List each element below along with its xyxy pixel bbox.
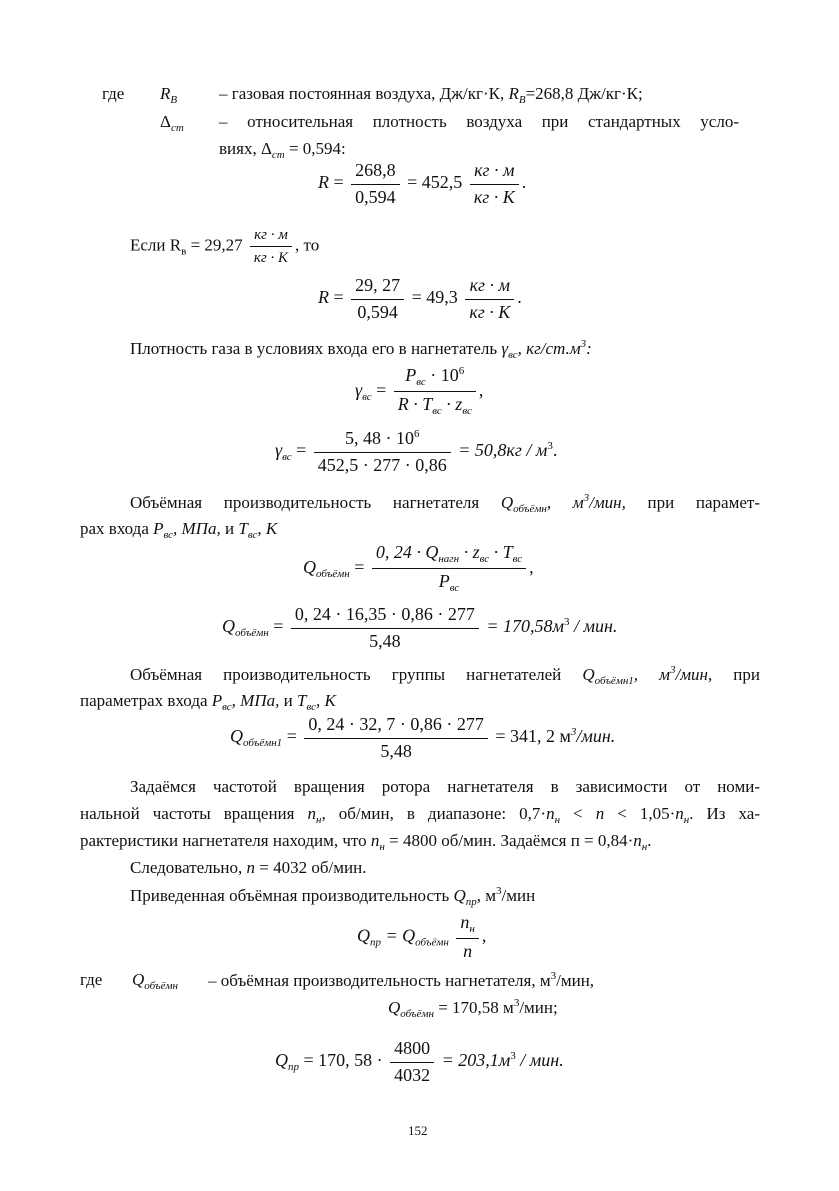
formula-r-2: R = $\frac{29, 27}{0,594}$ = 49,3 $\frac{кг \cdot м}{кг \cdot K}$ . [318, 275, 522, 322]
speed-text-line1: Задаёмся частотой вращения ротора нагнетателя в зависимости от номи- [130, 777, 760, 796]
formula-q-general: $Q_{объёмн}$ = $\frac{0, 24 \cdot Q_{нагн} \cdot z_{вс} \cdot T_{вс}}{P_{вс}}$ , [303, 542, 534, 595]
density-intro: Плотность газа в условиях входа его в нагнетатель $\gamma_{вс}$, $кг/ст.м^3$: [130, 338, 592, 361]
delta-description-line2: виях, $\Delta_{ст} = 0,594$: [219, 139, 346, 161]
group-volume-intro-line2: параметрах входа $P_{вс}$, МПа, и $T_{вс}$, К [80, 691, 336, 713]
where-label-1: где [102, 84, 125, 103]
volume-intro-line1: Объёмная производительность нагнетателя $Q_{объёмн}$, $м^3$/мин, при парамет- [130, 492, 760, 515]
page-number: 152 [408, 1123, 428, 1138]
formula-q-group-value: $Q_{объёмн1}$ = $\frac{0, 24 \cdot 32, 7 \cdot 0,86 \cdot 277}{5,48}$ = 341, 2 $м^3$/мин. [230, 714, 616, 761]
qvol-description: – объёмная производительность нагнетателя, $м^3$/мин, [208, 970, 595, 990]
formula-gamma-general: $\gamma_{вс}$ = $\frac{P_{вс} \cdot 10^6}{R \cdot T_{вс} \cdot z_{вс}}$ , [355, 365, 484, 418]
reduced-intro: Приведенная объёмная производительность $Q_{пр}$, $м^3$/мин [130, 885, 536, 908]
qvol-symbol: $Q_{объёмн}$ [132, 970, 178, 992]
qvol-value: $Q_{объёмн} = 170,58$ $м^3$/мин; [388, 997, 558, 1020]
speed-text-line3: рактеристики нагнетателя находим, что $n_н = 4800$ об/мин. Задаёмся $п = 0,84\cdot n_н$. [80, 831, 652, 853]
delta-description-line1: – относительная плотность воздуха при стандартных усло- [219, 112, 739, 131]
formula-gamma-value: $\gamma_{вс}$ = $\frac{5, 48 \cdot 10^6}{452,5 \cdot 277 \cdot 0,86}$ = $50,8кг / м^3$. [275, 428, 558, 475]
if-line: Если $R_в = 29,27$ $\frac{кг \cdot м}{кг \cdot K}$ , то [130, 227, 320, 266]
speed-text-line2: нальной частоты вращения $n_н$, об/мин, в диапазоне: $0,7\cdot n_н < n < 1,05\cdot n_н$. Из ха- [80, 804, 761, 826]
delta-symbol: $\Delta_{ст}$ [160, 112, 184, 134]
formula-q-value: $Q_{объёмн}$ = $\frac{0, 24 \cdot 16,35 \cdot 0,86 \cdot 277}{5,48}$ = $170,58м^3$ / мин. [222, 604, 618, 651]
consequently-line: Следовательно, n = 4032 об/мин. [130, 858, 367, 877]
rb-description: – газовая постоянная воздуха, Дж/кг·К, $R_B=268,8$ Дж/кг·К; [219, 84, 643, 106]
group-volume-intro-line1: Объёмная производительность группы нагнетателей $Q_{объёмн1}$, $м^3$/мин, при [130, 664, 760, 687]
volume-intro-line2: рах входа $P_{вс}$, МПа, и $T_{вс}$, К [80, 519, 278, 541]
rb-symbol: $R_B$ [160, 84, 178, 106]
formula-q-reduced-value: $Q_{пр} = 170$, 58 · $\frac{4800}{4032}$ = $203,1м^3$ / мин. [275, 1038, 564, 1085]
formula-q-reduced-general: $Q_{пр} = Q_{объёмн}$ $\frac{n_н}{n}$ , [357, 912, 487, 962]
formula-r-1: R = $\frac{268,8}{0,594}$ = 452,5 $\frac{кг \cdot м}{кг \cdot K}$ . [318, 160, 527, 207]
where-label-2: где [80, 970, 103, 989]
